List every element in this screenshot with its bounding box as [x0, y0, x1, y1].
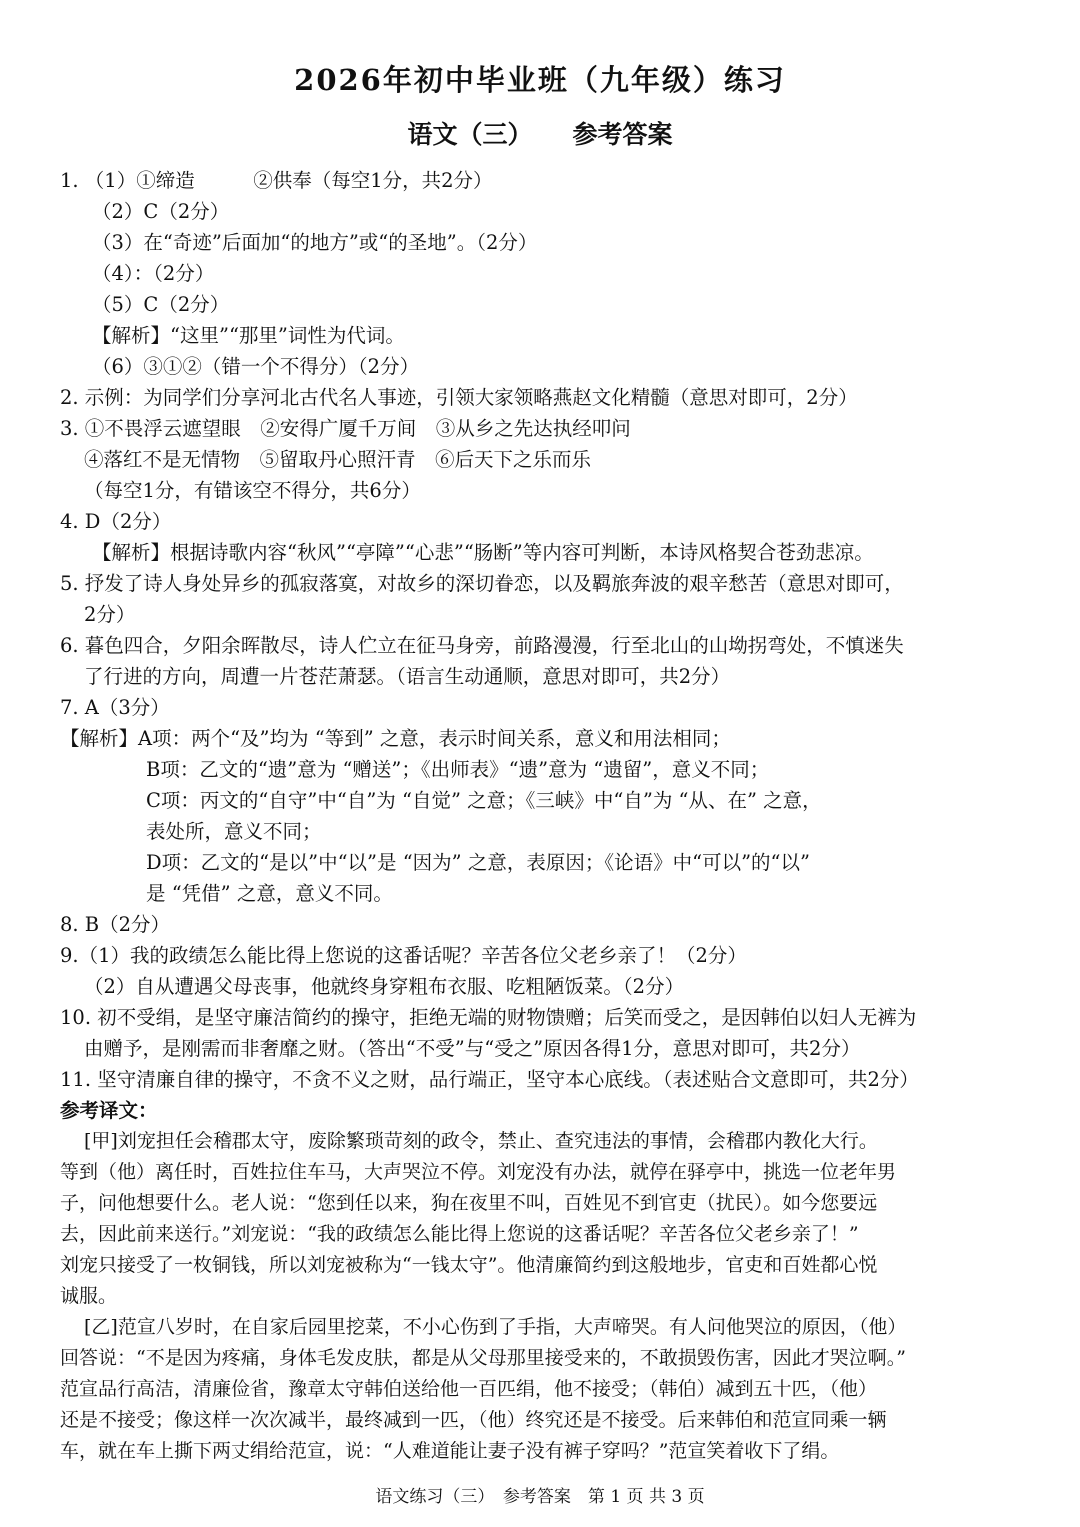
answer-line: 1. （1）①缔造 ②供奉（每空1分，共2分）: [60, 169, 493, 192]
translation-line: [甲]刘宠担任会稽郡太守，废除繁琐苛刻的政令，禁止、查究违法的事情，会稽郡内教化大行。: [84, 1130, 878, 1152]
answer-line: 5. 抒发了诗人身处异乡的孤寂落寞，对故乡的深切眷恋，以及羁旅奔波的艰辛愁苦（意思对即可，: [60, 572, 904, 595]
answer-line: ④落红不是无情物 ⑤留取丹心照汗青 ⑥后天下之乐而乐: [84, 448, 592, 471]
translation-line: 子，问他想要什么。老人说：“您到任以来，狗在夜里不叫，百姓见不到官吏（扰民）。如今您要远: [60, 1192, 878, 1214]
analysis-line: 【解析】根据诗歌内容“秋风”“亭障”“心悲”“肠断”等内容可判断，本诗风格契合苍劲悲凉。: [92, 541, 874, 564]
answer-line: （6）③①②（错一个不得分）（2分）: [92, 355, 420, 378]
translation-line: 刘宠只接受了一枚铜钱，所以刘宠被称为“一钱太守”。他清廉简约到这般地步，官吏和百姓都心悦: [60, 1254, 878, 1276]
answer-label: 参考答案: [572, 120, 673, 149]
answer-line: （5）C（2分）: [92, 293, 230, 316]
translation-line: 车，就在车上撕下两丈绢给范宣，说：“人难道能让妻子没有裤子穿吗？”范宣笑着收下了绢。: [60, 1440, 840, 1462]
analysis-line: C项：丙文的“自守”中“自”为 “自觉” 之意；《三峡》中“自”为 “从、在” 之意，: [146, 789, 822, 812]
translation-line: 等到（他）离任时，百姓拉住车马，大声哭泣不停。刘宠没有办法，就停在驿亭中，挑选一位老年男: [60, 1161, 897, 1183]
answer-line: 7. A（3分）: [60, 696, 170, 719]
page-footer: 语文练习（三） 参考答案 第 1 页 共 3 页: [375, 1487, 705, 1507]
translation-line: 诚服。: [60, 1285, 118, 1307]
analysis-line: B项：乙文的“遗”意为 “赠送”；《出师表》“遗”意为 “遗留”，意义不同；: [146, 758, 770, 781]
answer-line: 了行进的方向，周遭一片苍茫萧瑟。（语言生动通顺，意思对即可，共2分）: [84, 665, 731, 688]
answer-line: 2分）: [84, 603, 136, 626]
analysis-line: 表处所，意义不同；: [146, 820, 322, 843]
page-title: 2026年初中毕业班（九年级）练习: [294, 63, 786, 97]
subject-label: 语文（三）: [407, 120, 533, 149]
answer-line: （3）在“奇迹”后面加“的地方”或“的圣地”。（2分）: [92, 231, 538, 254]
translation-line: [乙]范宣八岁时，在自家后园里挖菜，不小心伤到了手指，大声啼哭。有人问他哭泣的原因，（他）: [84, 1316, 907, 1338]
answer-line: 2. 示例：为同学们分享河北古代名人事迹，引领大家领略燕赵文化精髓（意思对即可，2分）: [60, 386, 858, 409]
page-subtitle: [0, 115, 1080, 151]
answer-line: 6. 暮色四合，夕阳余晖散尽，诗人伫立在征马身旁，前路漫漫，行至北山的山坳拐弯处，不慎迷失: [60, 634, 904, 657]
analysis-line: 【解析】“这里”“那里”词性为代词。: [92, 324, 405, 347]
answer-line: 9.（1）我的政绩怎么能比得上您说的这番话呢？辛苦各位父老乡亲了！（2分）: [60, 944, 747, 967]
answer-line: 10. 初不受绢，是坚守廉洁简约的操守，拒绝无端的财物馈赠；后笑而受之，是因韩伯以妇人无裤为: [60, 1006, 917, 1029]
answer-line: 4. D（2分）: [60, 510, 172, 533]
answer-line: （2）自从遭遇父母丧事，他就终身穿粗布衣服、吃粗陋饭菜。（2分）: [84, 975, 685, 998]
translation-heading: 参考译文：: [60, 1099, 158, 1122]
analysis-line: 【解析】A项：两个“及”均为 “等到” 之意，表示时间关系，意义和用法相同；: [60, 727, 731, 750]
answer-line: 由赠予，是刚需而非奢靡之财。（答出“不受”与“受之”原因各得1分，意思对即可，共2分）: [84, 1037, 861, 1060]
analysis-line: D项：乙文的“是以”中“以”是 “因为” 之意，表原因；《论语》中“可以”的“以”: [146, 851, 810, 874]
answer-line: 3. ①不畏浮云遮望眼 ②安得广厦千万间 ③从乡之先达执经叩问: [60, 417, 631, 440]
translation-line: 回答说：“不是因为疼痛，身体毛发皮肤，都是从父母那里接受来的，不敢损毁伤害，因此才哭泣啊。”: [60, 1347, 906, 1369]
answer-line: 11. 坚守清廉自律的操守，不贪不义之财，品行端正，坚守本心底线。（表述贴合文意即可，共2分）: [60, 1068, 919, 1091]
answer-line: （2）C（2分）: [92, 200, 230, 223]
analysis-line: 是 “凭借” 之意，意义不同。: [146, 882, 393, 905]
translation-line: 范宣品行高洁，清廉俭省，豫章太守韩伯送给他一百匹绢，他不接受；（韩伯）减到五十匹，（他）: [60, 1378, 878, 1400]
answer-content: [0, 165, 970, 1467]
translation-line: 去，因此前来送行。”刘宠说：“我的政绩怎么能比得上您说的这番话呢？辛苦各位父老乡亲了！”: [60, 1223, 859, 1245]
answer-line: 8. B（2分）: [60, 913, 171, 936]
answer-line: （4）：（2分）: [92, 262, 215, 285]
translation-line: 还是不接受；像这样一次次减半，最终减到一匹，（他）终究还是不接受。后来韩伯和范宣同乘一辆: [60, 1409, 887, 1431]
answer-line: （每空1分，有错该空不得分，共6分）: [84, 479, 421, 502]
